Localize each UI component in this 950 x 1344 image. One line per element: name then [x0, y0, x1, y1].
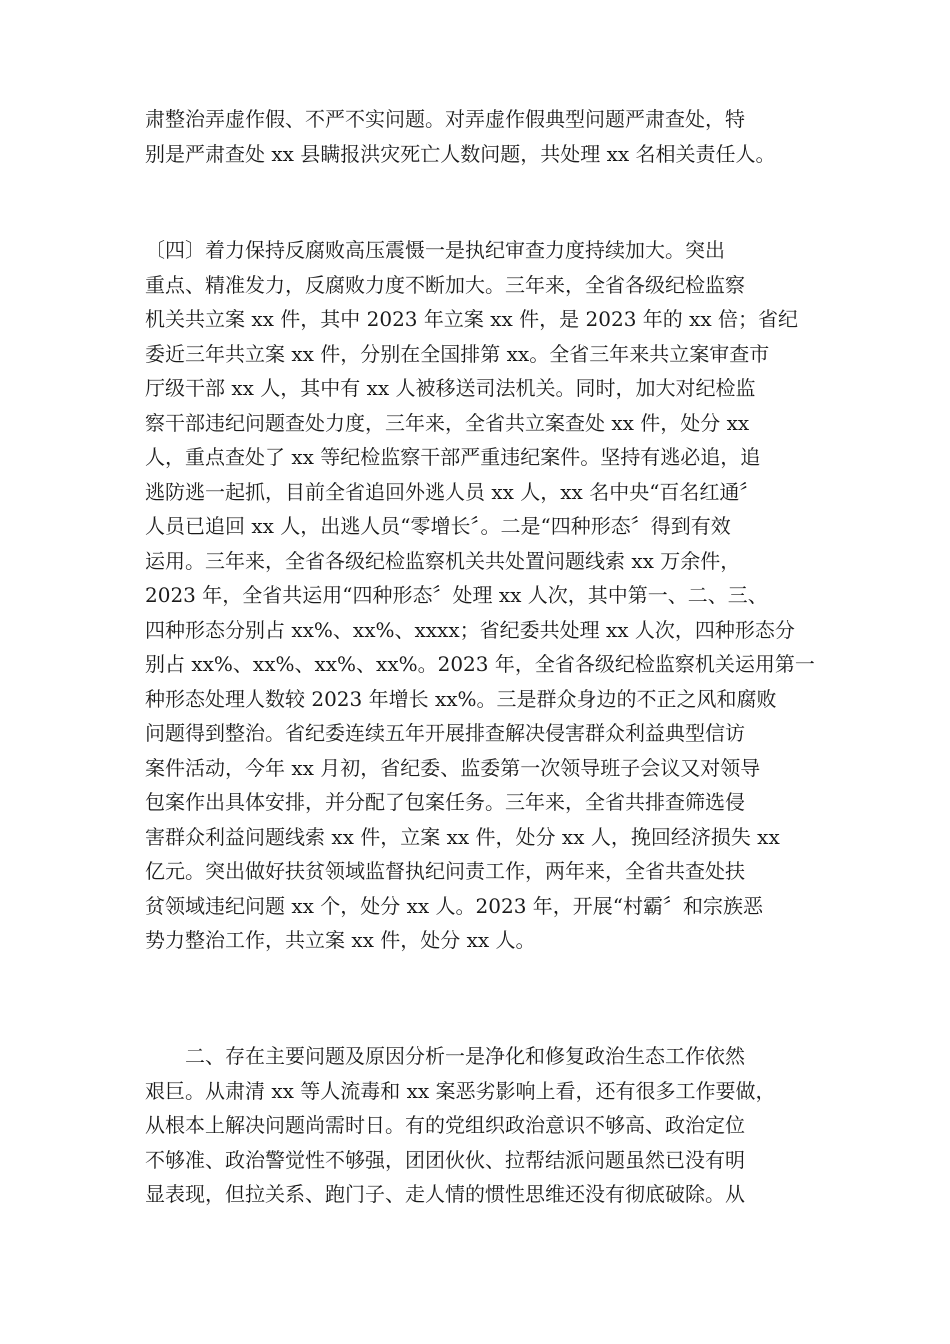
- text-line: 害群众利益问题线索 xx 件，立案 xx 件，处分 xx 人，挽回经济损失 xx: [145, 824, 780, 849]
- text-line: 二、存在主要问题及原因分析一是净化和修复政治生态工作依然: [145, 1044, 745, 1068]
- text-line: 种形态处理人数较 2023 年增长 xx%。三是群众身边的不正之风和腐败: [145, 686, 777, 711]
- text-line: 不够准、政治警觉性不够强，团团伙伙、拉帮结派问题虽然已没有明: [145, 1147, 745, 1172]
- text-line: 厅级干部 xx 人，其中有 xx 人被移送司法机关。同时，加大对纪检监: [145, 376, 756, 400]
- paragraph-problems-analysis: [145, 1039, 805, 1212]
- text-line: 包案作出具体安排，并分配了包案任务。三年来，全省共排查筛选侵: [145, 790, 745, 814]
- text-line: 委近三年共立案 xx 件，分别在全国排第 xx。全省三年来共立案审查市: [145, 341, 770, 366]
- text-line: 运用。三年来，全省各级纪检监察机关共处置问题线索 xx 万余件，: [145, 548, 741, 573]
- text-line: 势力整治工作，共立案 xx 件，处分 xx 人。: [145, 928, 536, 952]
- text-line: 问题得到整治。省纪委连续五年开展排查解决侵害群众利益典型信访: [145, 721, 745, 745]
- text-line: 亿元。突出做好扶贫领域监督执纪问责工作，两年来，全省共查处扶: [145, 859, 745, 883]
- text-line: 显表现，但拉关系、跑门子、走人情的惯性思维还没有彻底破除。从: [145, 1182, 745, 1206]
- text-line: 别是严肃查处 xx 县瞒报洪灾死亡人数问题，共处理 xx 名相关责任人。: [145, 141, 776, 166]
- paragraph-rectification: [145, 102, 805, 171]
- text-line: 人员已追回 xx 人，出逃人员“零增长〞。二是“四种形态〞得到有效: [145, 514, 731, 538]
- text-line: 2023 年，全省共运用“四种形态〞处理 xx 人次，其中第一、二、三、: [145, 583, 768, 607]
- text-line: 机关共立案 xx 件，其中 2023 年立案 xx 件，是 2023 年的 xx 倍；省纪: [145, 307, 799, 331]
- text-line: 肃整治弄虚作假、不严不实问题。对弄虚作假典型问题严肃查处，特: [145, 107, 745, 131]
- text-line: 重点、精准发力，反腐败力度不断加大。三年来，全省各级纪检监察: [145, 272, 745, 297]
- text-line: 贫领域违纪问题 xx 个，处分 xx 人。2023 年，开展“村霸〞和宗族恶: [145, 893, 764, 918]
- text-line: 人，重点查处了 xx 等纪检监察干部严重违纪案件。坚持有逃必追，追: [145, 445, 761, 469]
- text-line: 察干部违纪问题查处力度，三年来，全省共立案查处 xx 件，处分 xx: [145, 410, 750, 435]
- text-line: 案件活动，今年 xx 月初，省纪委、监委第一次领导班子会议又对领导: [145, 755, 761, 780]
- text-line: 别占 xx%、xx%、xx%、xx%。2023 年，全省各级纪检监察机关运用第一: [145, 652, 815, 676]
- text-line: 从根本上解决问题尚需时日。有的党组织政治意识不够高、政治定位: [145, 1113, 745, 1137]
- text-line: 艰巨。从肃清 xx 等人流毒和 xx 案恶劣影响上看，还有很多工作要做，: [145, 1078, 776, 1103]
- text-line: 逃防逃一起抓，目前全省追回外逃人员 xx 人，xx 名中央“百名红通〞: [145, 479, 760, 504]
- paragraph-anti-corruption: [145, 233, 815, 958]
- text-line: 〔四〕着力保持反腐败高压震慑一是执纪审查力度持续加大。突出: [145, 238, 725, 262]
- text-line: 四种形态分别占 xx%、xx%、xxxx；省纪委共处理 xx 人次，四种形态分: [145, 617, 795, 642]
